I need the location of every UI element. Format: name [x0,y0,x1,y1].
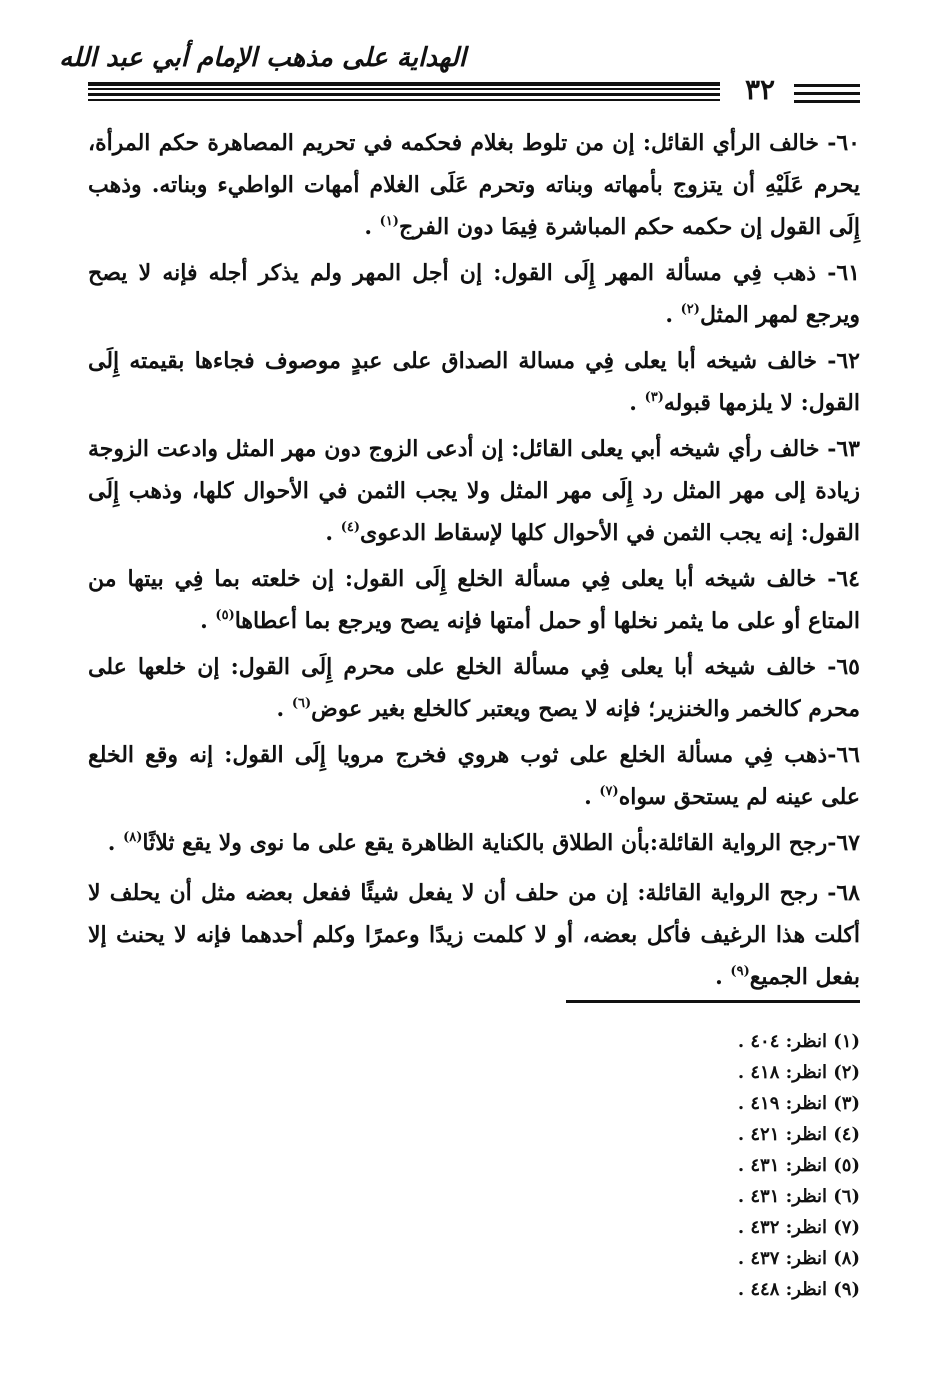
paragraph: ٦٣- خالف رأي شيخه أبي يعلى القائل: إن أدعى الزوج دون مهر المثل وادعت الزوجة زيادة إلى مهر المثل رد إِلَى مهر المثل ولا يجب الثمن في الأحوال كلها، وذهب إِلَى القول: إنه يجب الثمن في الأحوال كلها لإسقاط الدعوى$^{(٤)}$ . [88,436,860,546]
page-number: ٣٢ [744,73,776,106]
header-rule [88,82,720,86]
footnote-marker[interactable]: (٥) [215,608,235,623]
paragraph: ٦٢- خالف شيخه أبا يعلى فِي مسالة الصداق على عبدٍ موصوف فجاءها بقيمته إِلَى القول: لا يلزمها قبوله$^{(٣)}$ . [88,348,860,416]
running-header-title: الهداية على مذهب الإمام أبي عبد الله [59,43,466,73]
footnote-marker[interactable]: (٣) [644,390,664,405]
paragraph-text: ٦١- ذهب فِي مسألة المهر إِلَى القول: إن أجل المهر ولم يذكر أجله فإنه لا يصح ويرجع لمهر المثل [88,260,860,328]
footnote-marker[interactable]: (٧) [599,784,619,799]
paragraph-text: ٦٣- خالف رأي شيخه أبي يعلى القائل: إن أدعى الزوج دون مهر المثل وادعت الزوجة زيادة إلى مهر المثل رد إِلَى مهر المثل ولا يجب الثمن في الأحوال كلها، وذهب إِلَى القول: إنه يجب الثمن في الأحوال كلها لإسقاط الدعوى [88,436,860,546]
paragraph-text: ٦٠- خالف الرأي القائل: إن من تلوط بغلام فحكمه في تحريم المصاهرة حكم المرأة، يحرم عَلَيْهِ أن يتزوج بأمهاته وبناته وتحرم عَلَى الغلام أمهات الواطيء وبناته. وذهب إِلَى القول إن حكمه حكم المباشرة فِيمَا دون الفرج [88,130,860,240]
footnotes-list [600,1026,860,1305]
page-number-rule [794,100,860,103]
paragraph-text: ٦٨- رجح الرواية القائلة: إن من حلف أن لا يفعل شيئًا ففعل بعضه مثل أن يحلف لا أكلت هذا الرغيف فأكل بعضه، أو لا كلمت زيدًا وعمرًا وكلم أحدهما فإنه لا يحنث إلا بفعل الجميع [88,880,860,990]
footnote-marker[interactable]: (١) [379,214,399,229]
paragraph: ٦٤- خالف شيخه أبا يعلى فِي مسألة الخلع إِلَى القول: إن خلعته بما فِي بيتها من المتاع أو على ما يثمر نخلها أو حمل أمتها فإنه يصح ويرجع بما أعطاها$^{(٥)}$ . [88,566,860,634]
paragraph-text: ٦٦-ذهب فِي مسألة الخلع على ثوب هروي فخرج مرويا إِلَى القول: إنه وقع الخلع على عينه لم يستحق سواه [88,742,860,810]
paragraph: ٦٠- خالف الرأي القائل: إن من تلوط بغلام فحكمه في تحريم المصاهرة حكم المرأة، يحرم عَلَيْهِ أن يتزوج بأمهاته وبناته وتحرم عَلَى الغلام أمهات الواطيء وبناته. وذهب إِلَى القول إن حكمه حكم المباشرة فِيمَا دون الفرج$^{(١)}$ . [88,130,860,240]
paragraph-text: ٦٥- خالف شيخه أبا يعلى فِي مسألة الخلع على محرم إِلَى القول: إن خلعها على محرم كالخمر والخنزير؛ فإنه لا يصح ويعتبر كالخلع بغير عوض [88,654,860,722]
footnote-marker[interactable]: (٩) [730,964,750,979]
footnote-item: (٩) انظر: ٤٤٨ . [737,1279,860,1300]
footnote-item: (٣) انظر: ٤١٩ . [737,1093,860,1114]
page-number-rule [794,84,860,87]
header-rule [88,93,720,96]
footnote-item: (١) انظر: ٤٠٤ . [737,1031,860,1052]
footnote-item: (٥) انظر: ٤٣١ . [737,1155,860,1176]
footnote-item: (٧) انظر: ٤٣٢ . [737,1217,860,1238]
header-rule [88,88,720,90]
footnote-item: (٢) انظر: ٤١٨ . [737,1062,860,1083]
paragraph: ٦١- ذهب فِي مسألة المهر إِلَى القول: إن أجل المهر ولم يذكر أجله فإنه لا يصح ويرجع لمهر المثل$^{(٢)}$ . [88,260,860,328]
paragraph: ٦٦-ذهب فِي مسألة الخلع على ثوب هروي فخرج مرويا إِلَى القول: إنه وقع الخلع على عينه لم يستحق سواه$^{(٧)}$ . [88,742,860,810]
paragraph-text: ٦٢- خالف شيخه أبا يعلى فِي مسالة الصداق على عبدٍ موصوف فجاءها بقيمته إِلَى القول: لا يلزمها قبوله [88,348,860,416]
header-rule [88,99,720,101]
footnote-item: (٨) انظر: ٤٣٧ . [737,1248,860,1269]
footnote-marker[interactable]: (٦) [291,696,312,711]
footnote-separator [566,1000,860,1003]
paragraph: ٦٥- خالف شيخه أبا يعلى فِي مسألة الخلع على محرم إِلَى القول: إن خلعها على محرم كالخمر والخنزير؛ فإنه لا يصح ويعتبر كالخلع بغير عوض$^{(٦)}$ . [88,654,860,722]
paragraph: ٦٨- رجح الرواية القائلة: إن من حلف أن لا يفعل شيئًا ففعل بعضه مثل أن يحلف لا أكلت هذا الرغيف فأكل بعضه، أو لا كلمت زيدًا وعمرًا وكلم أحدهما فإنه لا يحنث إلا بفعل الجميع$^{(٩)}$ . [88,880,860,990]
page-number-rule [794,92,860,95]
footnote-marker[interactable]: (٢) [680,302,700,317]
paragraph-text: ٦٧-رجح الرواية القائلة:بأن الطلاق بالكناية الظاهرة يقع على ما نوى ولا يقع ثلاثًا [142,830,860,856]
main-text [88,122,860,998]
paragraph: ٦٧-رجح الرواية القائلة:بأن الطلاق بالكناية الظاهرة يقع على ما نوى ولا يقع ثلاثًا$^{(٨)}$ . [107,830,860,856]
paragraph-text: ٦٤- خالف شيخه أبا يعلى فِي مسألة الخلع إِلَى القول: إن خلعته بما فِي بيتها من المتاع أو على ما يثمر نخلها أو حمل أمتها فإنه يصح ويرجع بما أعطاها [88,566,860,634]
footnote-marker[interactable]: (٨) [123,830,143,845]
footnote-marker[interactable]: (٤) [340,520,361,535]
footnote-item: (٦) انظر: ٤٣١ . [737,1186,860,1207]
footnote-item: (٤) انظر: ٤٢١ . [737,1124,860,1145]
